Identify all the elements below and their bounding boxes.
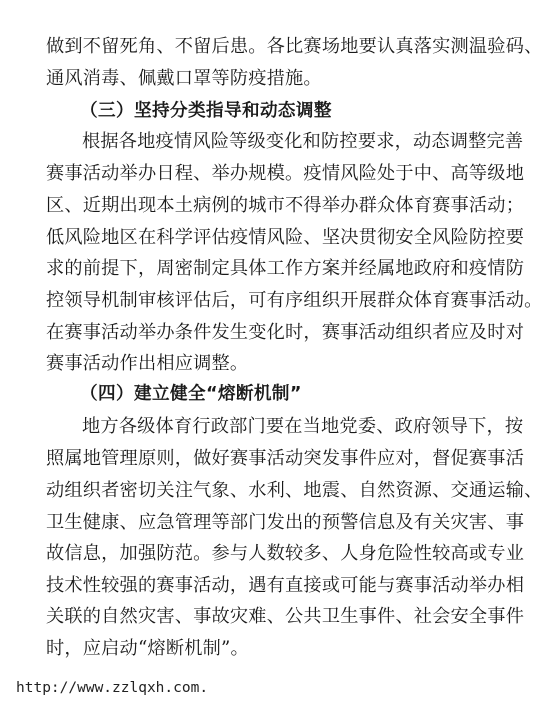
section-heading-4: （四）建立健全“熔断机制” [80,384,302,404]
text-line-2: 通风消毒、佩戴口罩等防疫措施。 [46,68,322,89]
text-line-6: 区、近期出现本土病例的城市不得举办群众体育赛事活动； [46,195,525,216]
text-line-8: 求的前提下，周密制定具体工作方案并经属地政府和疫情防 [46,258,525,279]
text-line-19: 关联的自然灾害、事故灾难、公共卫生事件、社会安全事件 [46,606,525,627]
text-line-17: 故信息，加强防范。参与人数较多、人身危险性较高或专业 [46,543,525,564]
text-line-4: 根据各地疫情风险等级变化和防控要求，动态调整完善 [82,131,524,152]
text-line-7: 低风险地区在科学评估疫情风险、坚决贯彻安全风险防控要 [46,227,525,248]
text-line-9: 控领导机制审核评估后，可有序组织开展群众体育赛事活动。 [46,290,543,311]
text-line-20: 时，应启动“熔断机制”。 [46,638,249,659]
text-line-11: 赛事活动作出相应调整。 [46,353,249,374]
watermark-url: http://www.zzlqxh.com. [16,680,209,696]
text-line-13: 地方各级体育行政部门要在当地党委、政府领导下，按 [82,416,524,437]
section-heading-3: （三）坚持分类指导和动态调整 [80,101,332,121]
text-line-10: 在赛事活动举办条件发生变化时，赛事活动组织者应及时对 [46,322,525,343]
text-line-5: 赛事活动举办日程、举办规模。疫情风险处于中、高等级地 [46,163,525,184]
text-line-15: 动组织者密切关注气象、水利、地震、自然资源、交通运输、 [46,480,543,501]
text-line-16: 卫生健康、应急管理等部门发出的预警信息及有关灾害、事 [46,512,525,533]
text-line-18: 技术性较强的赛事活动，遇有直接或可能与赛事活动举办相 [46,575,525,596]
text-line-14: 照属地管理原则，做好赛事活动突发事件应对，督促赛事活 [46,448,525,469]
text-line-1: 做到不留死角、不留后患。各比赛场地要认真落实测温验码、 [46,36,543,57]
